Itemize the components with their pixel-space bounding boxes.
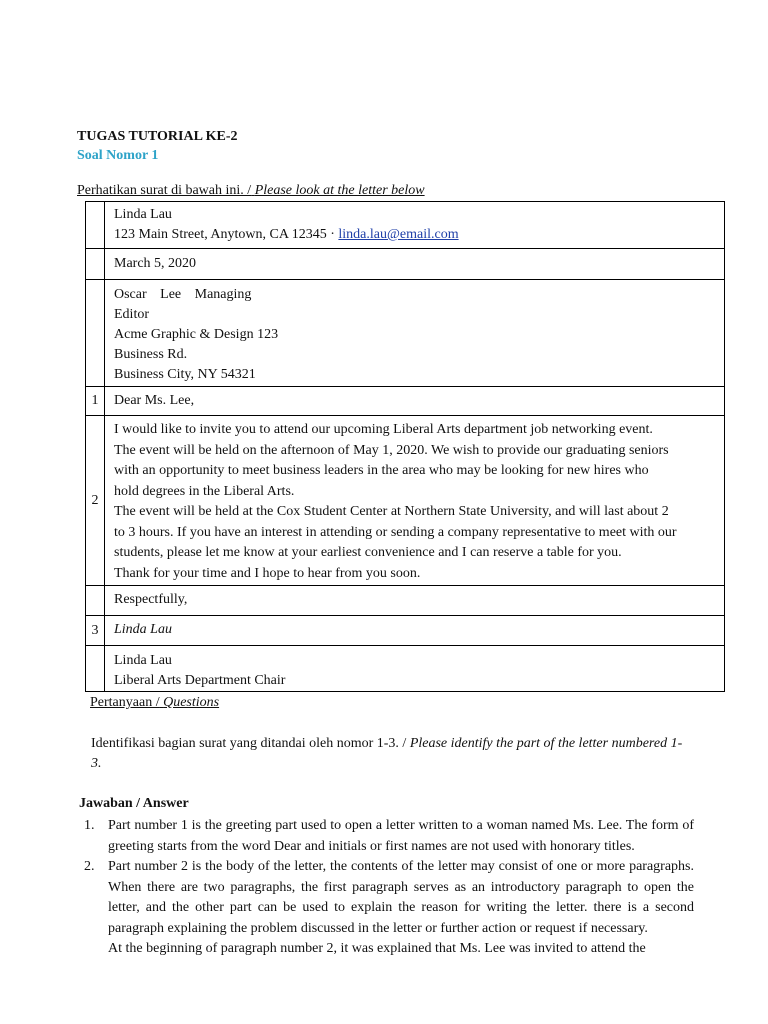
marker-cell-empty (86, 280, 105, 387)
marker-3: 3 (86, 616, 105, 646)
sender-block (105, 202, 725, 249)
answer-list (84, 816, 694, 960)
letter-signature: Linda Lau (105, 616, 725, 646)
marker-2: 2 (86, 416, 105, 586)
letter-date: March 5, 2020 (105, 249, 725, 280)
recipient-block (105, 280, 725, 387)
letter-row-date (86, 249, 725, 280)
recipient-line: Acme Graphic & Design 123 (114, 327, 279, 342)
sender-contact (114, 225, 718, 245)
letter-body (105, 416, 725, 586)
marker-cell-empty (86, 202, 105, 249)
questions-heading-indonesian: Pertanyaan / (90, 695, 160, 710)
body-line: to 3 hours. If you have an interest in attending or sending a company representative to meet with our (114, 524, 677, 540)
recipient-line: Business City, NY 54321 (114, 367, 256, 382)
questions-heading (90, 695, 219, 711)
letter-row-sender (86, 202, 725, 249)
answer-index: 2. (84, 859, 95, 874)
signer-name: Linda Lau (114, 653, 172, 668)
question-indonesian: Identifikasi bagian surat yang ditandai oleh nomor 1-3. / (91, 736, 407, 751)
sender-name: Linda Lau (114, 207, 172, 222)
assignment-title: TUGAS TUTORIAL KE-2 (77, 129, 238, 144)
sender-address: 123 Main Street, Anytown, CA 12345 · (114, 227, 335, 242)
question-text (91, 734, 691, 774)
answer-continuation: At the beginning of paragraph number 2, it was explained that Ms. Lee was invited to attend the (108, 941, 646, 956)
marker-cell-empty (86, 646, 105, 692)
letter-row-recipient (86, 280, 725, 387)
questions-heading-english: Questions (163, 695, 220, 710)
question-number-heading: Soal Nomor 1 (77, 148, 159, 163)
instruction-indonesian: Perhatikan surat di bawah ini. / (77, 183, 252, 198)
letter-row-greeting (86, 387, 725, 416)
answer-heading: Jawaban / Answer (79, 796, 189, 811)
marker-cell-empty (86, 586, 105, 616)
question-english: Please identify the part of the letter numbered 1-3. (91, 736, 683, 771)
recipient-line: Business Rd. (114, 347, 188, 362)
answer-item (84, 857, 694, 939)
sender-email-link[interactable]: linda.lau@email.com (338, 227, 459, 242)
body-line: The event will be held at the Cox Student Center at Northern State University, and will last about 2 (114, 504, 669, 519)
body-line: with an opportunity to meet business leaders in the area who may be looking for new hires who (114, 463, 649, 478)
letter-closing: Respectfully, (105, 586, 725, 616)
instruction-english: Please look at the letter below (254, 183, 425, 198)
answer-text: Part number 2 is the body of the letter, the contents of the letter may consist of one or more paragraphs. When there are two paragraphs, the first paragraph serves as an introductory paragraph to open the letter, and the other part can be used to explain the reason for writing the letter. there is a second paragraph explaining the problem discussed in the letter or further action or request if necessary. (108, 859, 694, 936)
body-line: students, please let me know at your earliest convenience and I can reserve a table for you. (114, 545, 622, 560)
signer-title: Liberal Arts Department Chair (114, 673, 286, 688)
recipient-line: Editor (114, 307, 149, 322)
letter-greeting: Dear Ms. Lee, (105, 387, 725, 416)
answer-text: Part number 1 is the greeting part used to open a letter written to a woman named Ms. Lee. The form of greeting starts from the word Dear and initials or first names are not used with honorary titles. (108, 818, 694, 854)
letter-row-signer (86, 646, 725, 692)
answer-index: 1. (84, 818, 95, 833)
body-line: hold degrees in the Liberal Arts. (114, 483, 295, 499)
body-line: Thank for your time and I hope to hear from you soon. (114, 565, 421, 581)
letter-row-closing (86, 586, 725, 616)
body-line: I would like to invite you to attend our upcoming Liberal Arts department job networking event. (114, 422, 653, 437)
letter-table (85, 201, 725, 692)
recipient-line: Oscar Lee Managing (114, 287, 252, 302)
signer-block (105, 646, 725, 692)
body-line: The event will be held on the afternoon of May 1, 2020. We wish to provide our graduating seniors (114, 442, 669, 458)
marker-1: 1 (86, 387, 105, 416)
letter-row-body (86, 416, 725, 586)
letter-row-signature (86, 616, 725, 646)
letter-instruction (77, 183, 425, 199)
marker-cell-empty (86, 249, 105, 280)
answer-item (84, 816, 694, 857)
